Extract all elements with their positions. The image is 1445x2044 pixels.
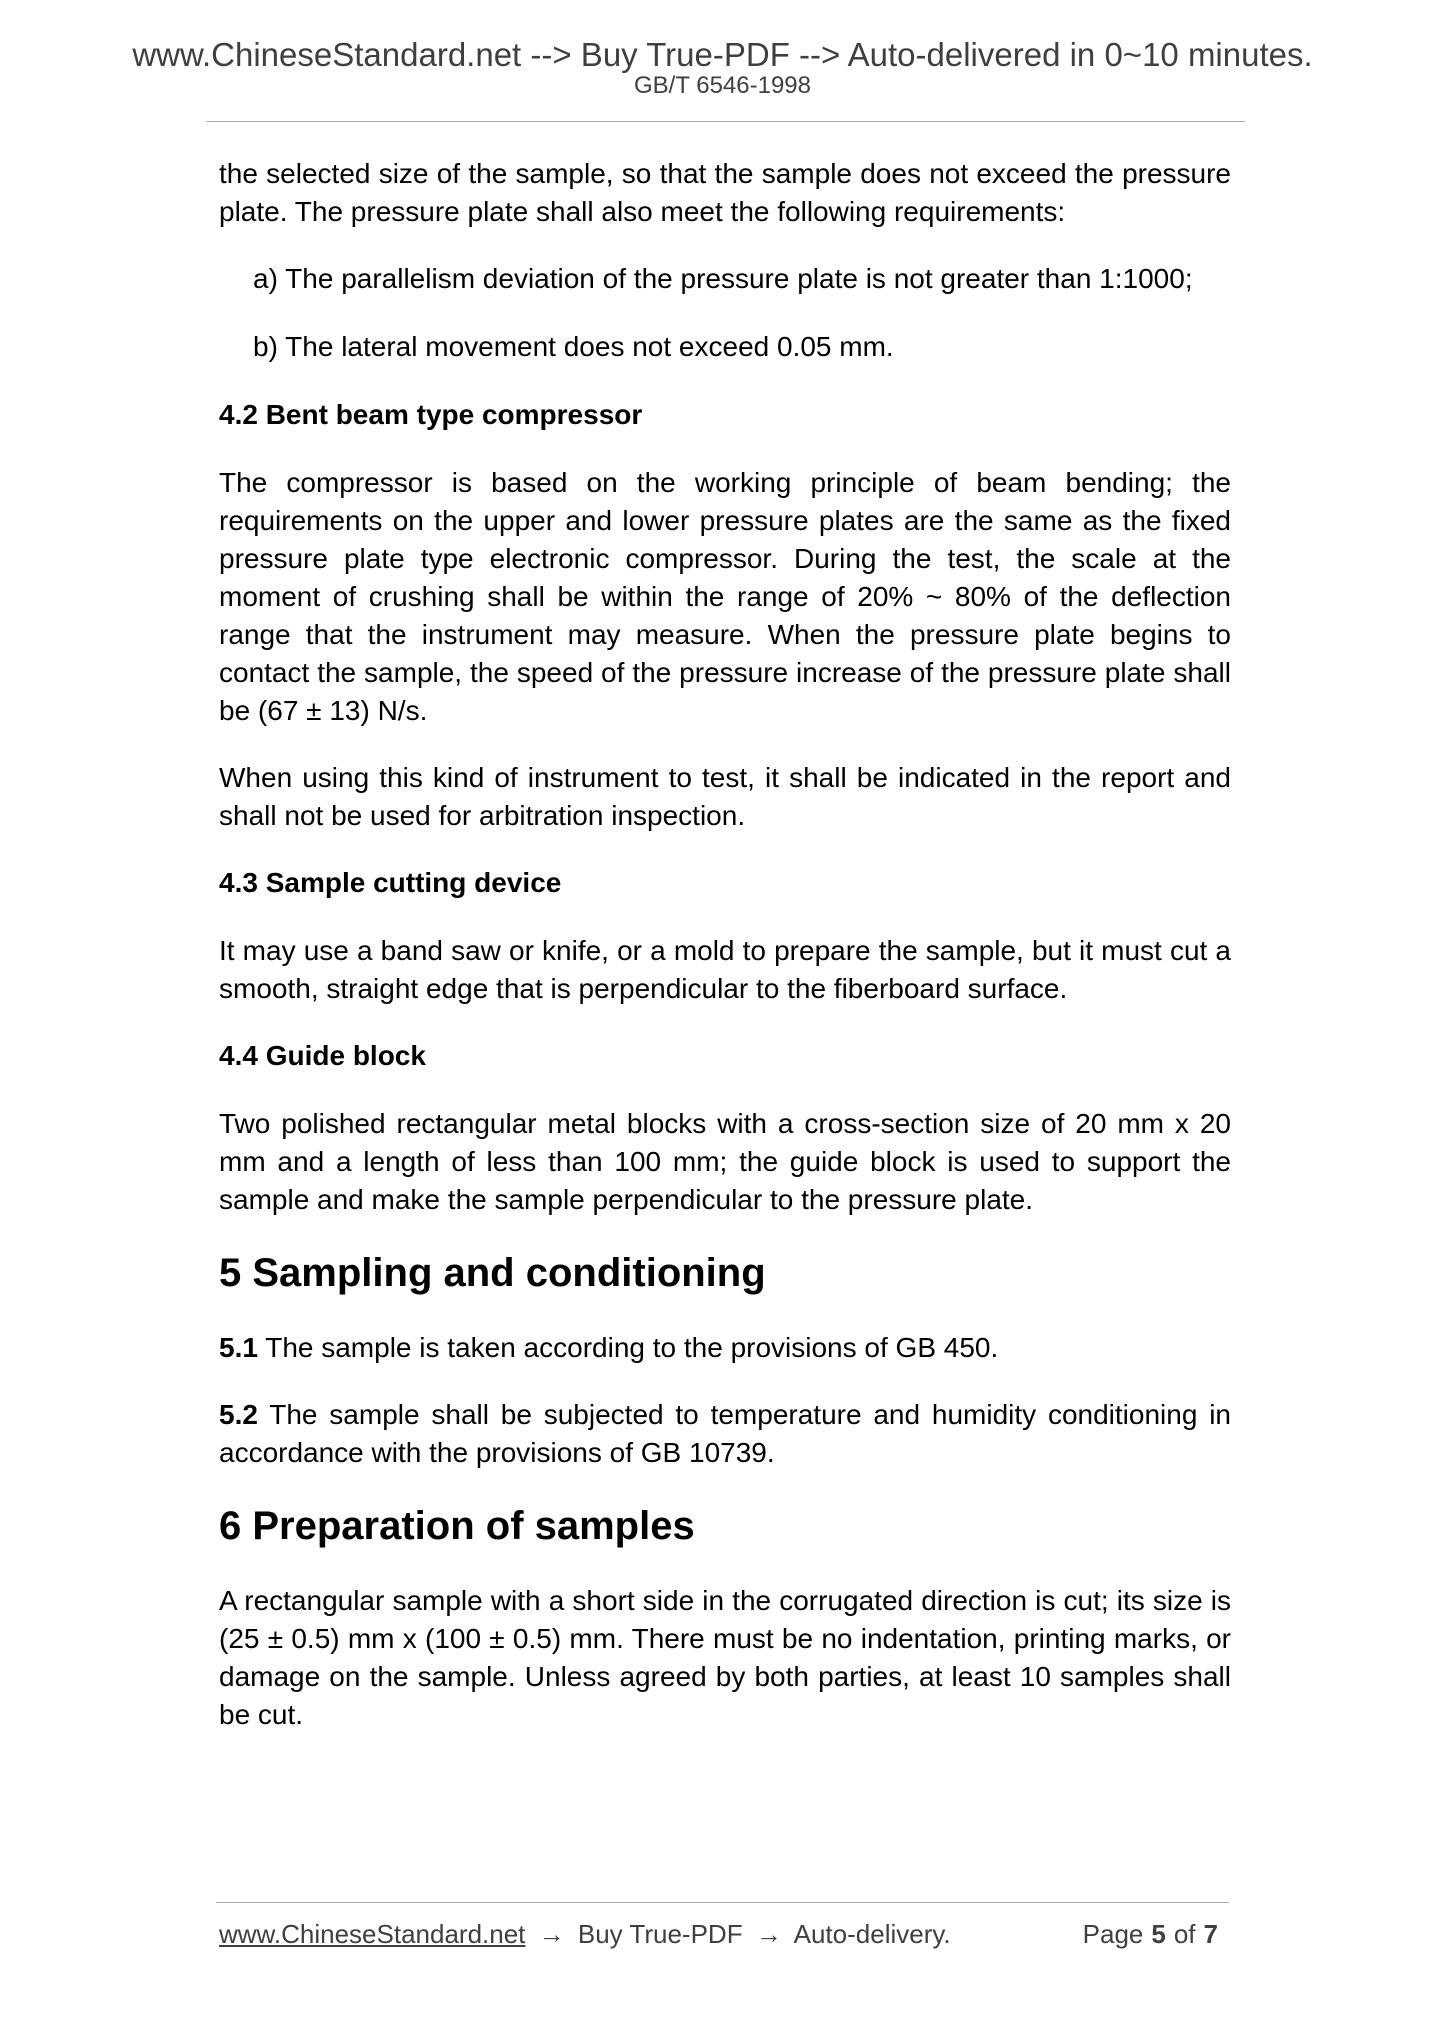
document-body (219, 155, 1231, 1763)
standard-code: GB/T 6546-1998 (633, 72, 811, 99)
section-4-2-heading: 4.2 Bent beam type compressor (219, 399, 643, 430)
clause-5-2-text: The sample shall be subjected to temperature and humidity conditioning in accordance with the provisions of GB 10739. (219, 1399, 1231, 1468)
clause-5-2-number: 5.2 (219, 1399, 258, 1430)
header-divider (206, 121, 1245, 122)
section-4-3-heading: 4.3 Sample cutting device (219, 867, 562, 898)
footer-buy-text: Buy True-PDF (577, 1919, 743, 1949)
footer-website-link[interactable]: www.ChineseStandard.net (219, 1919, 526, 1949)
clause-5-1 (219, 1329, 1231, 1367)
current-page-number: 5 (1151, 1919, 1166, 1949)
page-indicator (1083, 1919, 1226, 1950)
requirement-item-a: a) The parallelism deviation of the pressure plate is not greater than 1:1000; (253, 263, 1193, 294)
footer-divider (216, 1902, 1229, 1903)
section-4-4-paragraph: Two polished rectangular metal blocks with a cross-section size of 20 mm x 20 mm and a length of less than 100 mm; the guide block is used to support the sample and make the sample perpendicular to the pressure plate. (219, 1108, 1231, 1215)
section-4-4-heading: 4.4 Guide block (219, 1040, 426, 1071)
clause-5-2 (219, 1396, 1231, 1472)
section-5-heading: 5 Sampling and conditioning (219, 1251, 766, 1295)
clause-5-1-text: The sample is taken according to the provisions of GB 450. (257, 1332, 999, 1363)
total-pages-number: 7 (1203, 1919, 1218, 1949)
section-6-paragraph: A rectangular sample with a short side in the corrugated direction is cut; its size is (25 ± 0.5) mm x (100 ± 0.5) mm. There must be no indentation, printing marks, or damage on the sample. Unless agreed by both parties, at least 10 samples shall be cut. (219, 1585, 1231, 1730)
intro-paragraph: the selected size of the sample, so that the sample does not exceed the pressure plate. The pressure plate shall also meet the following requirements: (219, 158, 1231, 227)
footer-delivery-text: Auto-delivery. (793, 1919, 951, 1949)
page-label: Page (1082, 1919, 1144, 1949)
section-4-3-paragraph: It may use a band saw or knife, or a mold to prepare the sample, but it must cut a smooth, straight edge that is perpendicular to the fiberboard surface. (219, 935, 1231, 1004)
arrow-right-icon: → (538, 1919, 565, 1949)
clause-5-1-number: 5.1 (219, 1332, 258, 1363)
page-of-label: of (1173, 1919, 1196, 1949)
arrow-right-icon: → (755, 1919, 782, 1949)
section-4-2-paragraph-1: The compressor is based on the working principle of beam bending; the requirements on the upper and lower pressure plates are the same as the fixed pressure plate type electronic compressor. During the test, the scale at the moment of crushing shall be within the range of 20% ~ 80% of the deflection range that the instrument may measure. When the pressure plate begins to contact the sample, the speed of the pressure increase of the pressure plate shall be (67 ± 13) N/s. (219, 467, 1231, 726)
section-6-heading: 6 Preparation of samples (219, 1504, 695, 1548)
requirement-item-b: b) The lateral movement does not exceed 0.05 mm. (253, 331, 894, 362)
top-banner-link[interactable]: www.ChineseStandard.net --> Buy True-PDF --> Auto-delivered in 0~10 minutes. (132, 36, 1313, 73)
footer-links (219, 1919, 951, 1950)
section-4-2-paragraph-2: When using this kind of instrument to test, it shall be indicated in the report and shall not be used for arbitration inspection. (219, 762, 1231, 831)
